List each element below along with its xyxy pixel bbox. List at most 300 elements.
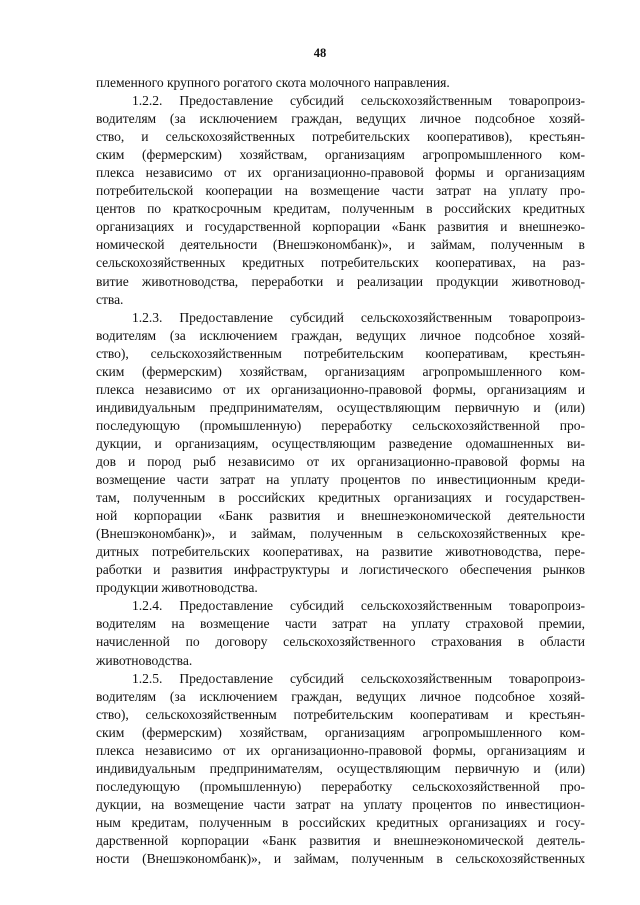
word: и	[486, 165, 494, 181]
word: первичную	[454, 399, 520, 415]
word: молочного	[306, 75, 371, 90]
word: плекса	[96, 165, 135, 181]
word: и	[407, 237, 415, 253]
page-number: 48	[313, 46, 327, 60]
word: осуществляющим	[336, 760, 441, 776]
word: сельскохозяйственного	[283, 634, 416, 650]
text-line	[96, 832, 585, 850]
word: агропромышленного	[422, 724, 542, 740]
text-line	[96, 597, 585, 615]
text-line	[96, 236, 585, 254]
word: работки	[96, 562, 142, 578]
word: пере-	[554, 544, 585, 560]
word: субсидий	[290, 670, 344, 686]
word: товаропроиз-	[509, 598, 585, 614]
word: и	[340, 562, 349, 578]
word: (фермерским)	[142, 363, 222, 379]
word: в	[426, 201, 433, 217]
word: исключением	[199, 111, 278, 127]
text-line	[96, 489, 585, 507]
word: полученным	[310, 526, 383, 542]
word: кооперативам	[409, 706, 489, 722]
word: на	[571, 453, 585, 469]
word: договору	[215, 634, 268, 650]
word: формы	[435, 165, 475, 181]
word: (промышленную)	[199, 417, 302, 433]
word: организационно-правовой	[271, 381, 423, 397]
word: по	[411, 472, 426, 488]
word: от	[222, 381, 236, 397]
text-line	[96, 796, 585, 814]
word: кооперации	[205, 183, 273, 199]
text-line	[96, 543, 585, 561]
word: животновод-	[511, 273, 585, 289]
text-line	[96, 273, 585, 291]
word: государствен-	[505, 490, 585, 506]
word: инвестицион-	[505, 796, 585, 812]
word: кредитам,	[273, 201, 331, 217]
word: 1.2.4.	[132, 598, 163, 614]
word: страховой	[465, 616, 524, 632]
word: и	[229, 526, 237, 542]
word: хозяй-	[548, 111, 585, 127]
word: (Внешэкономбанк)»,	[142, 851, 262, 867]
word: кредитных	[522, 201, 585, 217]
word: займам,	[430, 237, 476, 253]
word: развития	[309, 832, 361, 848]
word: уплату	[290, 472, 330, 488]
word: российских	[298, 814, 366, 830]
word: организациям	[324, 147, 405, 163]
word: от	[223, 165, 237, 181]
word: полученным	[342, 201, 415, 217]
word: ство),	[96, 345, 129, 361]
word: развития	[269, 508, 321, 524]
word: и	[127, 453, 136, 469]
word: сельскохозяйственных	[165, 129, 295, 145]
word: подсобное	[474, 111, 535, 127]
word: рынков	[542, 562, 585, 578]
word: на	[532, 255, 546, 271]
word: и	[153, 562, 161, 578]
word: премии,	[538, 616, 585, 632]
word: последующую	[96, 778, 180, 794]
word: ной	[96, 508, 118, 524]
text-line	[96, 615, 585, 633]
word: полученным	[490, 237, 563, 253]
word: и	[273, 851, 282, 867]
word: кредитных	[318, 490, 381, 506]
word: российских	[444, 201, 511, 217]
word: в	[396, 526, 404, 542]
word: их	[247, 165, 262, 181]
word: разведение	[388, 435, 453, 451]
word: корпорации	[312, 219, 381, 235]
word: плекса	[96, 381, 135, 397]
word: сельскохозяйственных	[96, 255, 226, 271]
word: кооперативах,	[262, 544, 344, 560]
word: водителям	[96, 616, 157, 632]
word: логистического	[359, 562, 449, 578]
word: уплату	[508, 183, 548, 199]
word: там,	[96, 490, 120, 506]
word: направления.	[370, 75, 450, 90]
word: субсидий	[290, 309, 344, 325]
word: возмещение	[174, 796, 244, 812]
word: потребительских	[320, 255, 419, 271]
text-line	[96, 579, 585, 597]
word: рыб	[193, 453, 216, 469]
word: организациях	[449, 814, 528, 830]
word: потребительских	[151, 544, 250, 560]
word: индивидуальным	[96, 760, 196, 776]
word: деятельности	[507, 508, 585, 524]
word: их	[331, 453, 346, 469]
word: переработку	[321, 778, 393, 794]
word: рогатого	[219, 75, 273, 90]
word: и	[154, 435, 162, 451]
word: дукции,	[96, 435, 142, 451]
word: развитие	[381, 544, 433, 560]
word: Предоставление	[179, 598, 273, 614]
word: ским	[96, 724, 125, 740]
word: внешнеэкономической	[393, 832, 524, 848]
word: агропромышленного	[422, 363, 542, 379]
word: племенного	[96, 75, 164, 90]
word: на	[171, 616, 185, 632]
word: кооперативах,	[435, 255, 516, 271]
word: крестьян-	[529, 706, 585, 722]
text-line	[96, 417, 585, 435]
word: ства.	[96, 291, 124, 307]
word: инвестиционным	[436, 472, 537, 488]
word: сельскохозяйственным	[145, 706, 277, 722]
word: внешнеэко-	[518, 219, 585, 235]
word: ви-	[566, 435, 585, 451]
word: организациям	[504, 165, 585, 181]
word: 1.2.2.	[132, 93, 163, 109]
word: водителям	[96, 111, 157, 127]
word: на	[284, 183, 298, 199]
word: возмещение	[310, 183, 380, 199]
word: последующую	[96, 417, 180, 433]
word: и	[336, 273, 344, 289]
text-line	[96, 507, 585, 525]
word: пород	[147, 453, 182, 469]
word: сельскохозяйственной	[412, 417, 540, 433]
word: животноводства,	[445, 544, 542, 560]
word: деятель-	[536, 832, 585, 848]
word: товаропроиз-	[509, 93, 585, 109]
word: формы	[519, 453, 560, 469]
word: сельскохозяйственных	[455, 851, 585, 867]
word: по	[185, 634, 200, 650]
word: предпринимателям,	[209, 399, 323, 415]
text-line	[96, 399, 585, 417]
word: одомашненных	[465, 435, 554, 451]
word: исключением	[199, 688, 278, 704]
word: полученным	[199, 814, 272, 830]
word: организациях	[96, 219, 175, 235]
word: ским	[96, 363, 125, 379]
word: животноводства.	[158, 580, 258, 596]
text-line	[96, 706, 585, 724]
word: развития	[171, 562, 223, 578]
text-line	[96, 742, 585, 760]
word: части	[176, 472, 209, 488]
text-line	[96, 92, 585, 110]
word: «Банк	[391, 219, 426, 235]
word: потребительским	[303, 345, 404, 361]
word: области	[539, 634, 585, 650]
word: и	[141, 129, 149, 145]
word: номической	[96, 237, 165, 253]
word: независимо	[145, 381, 212, 397]
text-line	[96, 182, 585, 200]
word: Предоставление	[179, 309, 273, 325]
word: животноводства.	[96, 652, 193, 668]
word: (фермерским)	[142, 147, 222, 163]
word: переработку	[321, 417, 393, 433]
word: и	[505, 706, 513, 722]
word: граждан,	[291, 111, 343, 127]
word: предпринимателям,	[209, 760, 323, 776]
word: на	[483, 183, 497, 199]
text-line	[96, 525, 585, 543]
word: российских	[238, 490, 305, 506]
word: ство,	[96, 129, 125, 145]
word: подсобное	[474, 688, 535, 704]
word: продукции	[436, 273, 499, 289]
word: затрат	[219, 472, 255, 488]
word: исключением	[199, 327, 278, 343]
word: ведущих	[356, 327, 407, 343]
word: полученным	[133, 490, 206, 506]
word: про-	[559, 183, 585, 199]
word: уплату	[363, 796, 403, 812]
word: хозяйствам,	[239, 363, 308, 379]
word: сельскохозяйственным	[150, 345, 282, 361]
word: ком-	[559, 724, 585, 740]
word: формы,	[432, 742, 476, 758]
word: дукции,	[96, 796, 142, 812]
word: независимо	[145, 742, 212, 758]
word: переработки	[251, 273, 324, 289]
word: организациям,	[175, 435, 259, 451]
word: кредитам,	[131, 814, 189, 830]
text-line	[96, 110, 585, 128]
word: ным	[96, 814, 121, 830]
word: части	[284, 616, 317, 632]
word: дарственной	[96, 832, 169, 848]
word: развития	[437, 219, 489, 235]
word: ком-	[559, 147, 585, 163]
word: в	[578, 237, 585, 253]
word: личное	[420, 688, 461, 704]
word: корпорации	[181, 832, 249, 848]
word: осуществляющим	[336, 399, 441, 415]
word: сельскохозяйственным	[360, 309, 493, 325]
word: страхования	[431, 634, 502, 650]
word: первичную	[454, 760, 520, 776]
text-line	[96, 146, 585, 164]
word: хозяй-	[548, 327, 585, 343]
word: инфраструктуры	[233, 562, 330, 578]
word: (за	[169, 327, 186, 343]
word: скота	[272, 75, 307, 90]
word: организациям	[486, 742, 567, 758]
word: граждан,	[291, 688, 343, 704]
text-line	[96, 760, 585, 778]
word: ским	[96, 147, 125, 163]
word: ведущих	[356, 111, 407, 127]
word: центов	[96, 201, 136, 217]
word: «Банк	[218, 508, 253, 524]
word: и	[537, 814, 545, 830]
word: на	[355, 544, 370, 560]
word: в	[436, 851, 443, 867]
word: личное	[420, 111, 461, 127]
word: кооперативам,	[425, 345, 508, 361]
text-line	[96, 218, 585, 236]
word: личное	[420, 327, 461, 343]
word: крестьян-	[529, 129, 585, 145]
word: (за	[169, 688, 186, 704]
word: части	[253, 796, 286, 812]
word: в	[281, 814, 289, 830]
text-line	[96, 363, 585, 381]
word: товаропроиз-	[509, 309, 585, 325]
text-line	[96, 778, 585, 796]
word: «Банк	[262, 832, 297, 848]
word: подсобное	[474, 327, 535, 343]
text-line	[96, 724, 585, 742]
word: затрат	[332, 616, 368, 632]
word: (промышленную)	[199, 778, 302, 794]
word: и	[577, 381, 585, 397]
text-line	[96, 633, 585, 651]
text-line	[96, 291, 585, 309]
word: товаропроиз-	[509, 670, 585, 686]
word: организационно-правовой	[271, 742, 423, 758]
word: водителям	[96, 327, 157, 343]
word: формы,	[432, 381, 476, 397]
word: и	[577, 742, 585, 758]
word: организационно-правовой	[357, 453, 508, 469]
word: кредитных	[376, 814, 439, 830]
word: реализации	[357, 273, 423, 289]
word: процентов	[412, 796, 473, 812]
word: и	[500, 219, 508, 235]
text-line	[96, 652, 585, 670]
text-line	[96, 254, 585, 272]
word: потребительской	[96, 183, 194, 199]
word: потребительским	[293, 706, 394, 722]
word: в	[218, 490, 225, 506]
word: и	[373, 832, 381, 848]
word: Предоставление	[179, 670, 273, 686]
text-line	[96, 309, 585, 327]
word: продукции	[96, 580, 159, 596]
word: дов	[96, 453, 116, 469]
word: по	[481, 796, 496, 812]
word: сельскохозяйственной	[412, 778, 540, 794]
word: на	[340, 796, 354, 812]
word: крупного	[163, 75, 220, 90]
text-line	[96, 200, 585, 218]
word: государственной	[204, 219, 301, 235]
text-line	[96, 471, 585, 489]
word: организационно-правовой	[273, 165, 424, 181]
word: организациям	[486, 381, 567, 397]
word: в	[517, 634, 525, 650]
text-line	[96, 327, 585, 345]
word: сельскохозяйственных	[417, 526, 547, 542]
word: субсидий	[290, 598, 344, 614]
word: про-	[559, 417, 585, 433]
word: по	[147, 201, 162, 217]
word: крестьян-	[529, 345, 585, 361]
word: (Внешэкономбанк)»,	[96, 526, 215, 542]
word: организациям	[324, 363, 405, 379]
word: деятельности	[180, 237, 258, 253]
word: водителям	[96, 688, 157, 704]
word: субсидий	[290, 93, 344, 109]
word: 1.2.5.	[132, 670, 163, 686]
word: независимо	[145, 165, 213, 181]
word: (или)	[554, 760, 585, 776]
word: кооперативов),	[427, 129, 513, 145]
word: организациям	[324, 724, 405, 740]
word: сельскохозяйственным	[360, 598, 493, 614]
word: хозяй-	[548, 688, 585, 704]
word: ности	[96, 851, 130, 867]
word: сельскохозяйственным	[360, 93, 493, 109]
word: корпорации	[133, 508, 202, 524]
text-line	[96, 453, 585, 471]
word: внешнеэкономической	[361, 508, 492, 524]
text-line	[96, 850, 585, 868]
word: и	[485, 490, 493, 506]
word: 1.2.3.	[132, 309, 163, 325]
word: и	[337, 508, 345, 524]
word: займам,	[293, 851, 339, 867]
word: потребительских	[312, 129, 410, 145]
word: на	[382, 616, 396, 632]
text-line	[96, 74, 585, 92]
word: индивидуальным	[96, 399, 196, 415]
word: от	[306, 453, 320, 469]
word: Предоставление	[179, 93, 273, 109]
word: осуществляющим	[271, 435, 376, 451]
word: и	[533, 399, 541, 415]
word: сельскохозяйственным	[360, 670, 493, 686]
text-line	[96, 164, 585, 182]
word: ство),	[96, 706, 129, 722]
word: займам,	[250, 526, 296, 542]
word: возмещение	[96, 472, 166, 488]
word: организациях	[393, 490, 472, 506]
word: затрат	[435, 183, 472, 199]
word: краткосрочным	[172, 201, 262, 217]
word: госу-	[555, 814, 585, 830]
text-line	[96, 688, 585, 706]
text-line	[96, 435, 585, 453]
word: (Внешэкономбанк)»,	[272, 237, 392, 253]
word: хозяйствам,	[239, 724, 308, 740]
word: на	[151, 796, 165, 812]
word: (за	[169, 111, 186, 127]
